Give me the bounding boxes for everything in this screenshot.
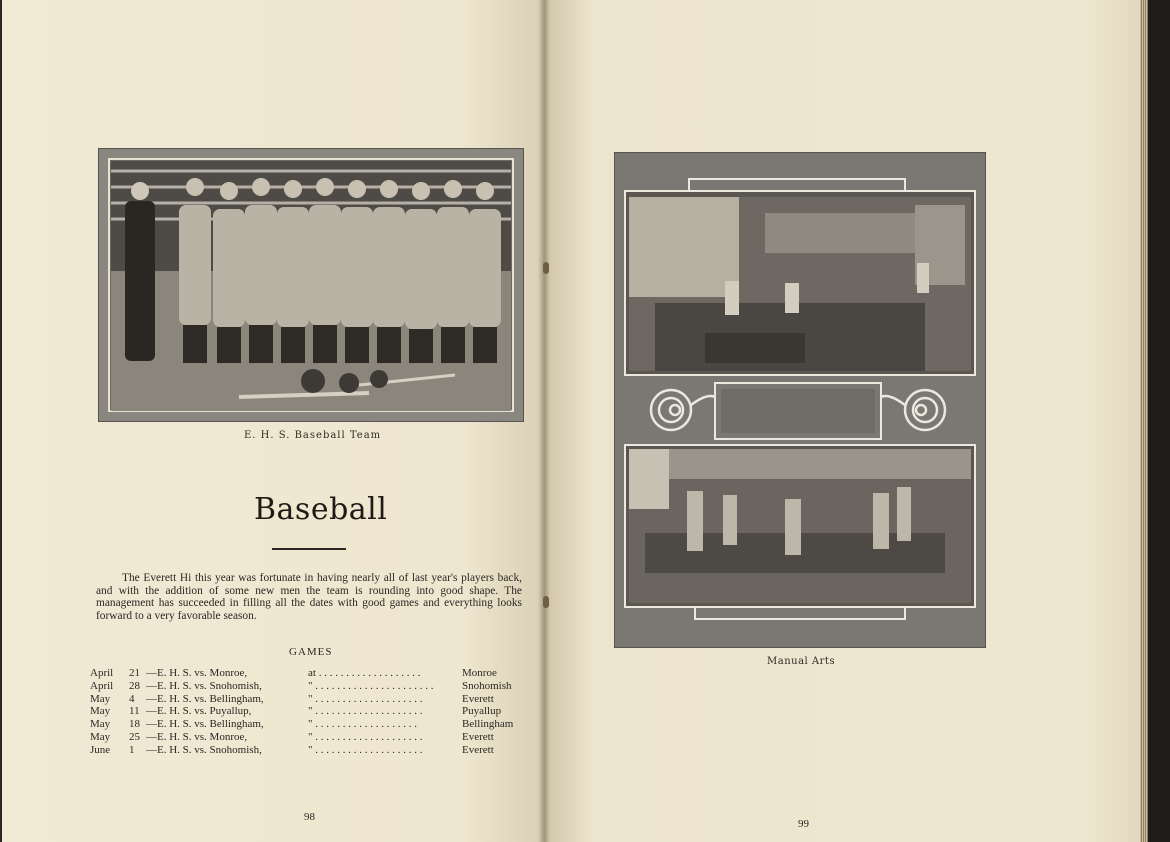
intro-paragraph-text: The Everett Hi this year was fortunate in having nearly all of last year's players back, and with the addition of some new men the team is rounding into good shape. The management has succeeded in filling all the dates with good games and everything looks forward to a very favorable season.: [96, 572, 522, 622]
game-row: [90, 731, 530, 744]
team-photo-caption: E. H. S. Baseball Team: [244, 430, 382, 441]
page-heading: Baseball: [254, 492, 388, 527]
game-leader: " . . . . . . . . . . . . . . . . . . . .: [308, 743, 423, 756]
game-day: 18: [129, 718, 140, 731]
game-location: Snohomish: [462, 679, 512, 692]
game-month: May: [90, 692, 111, 705]
game-location: Everett: [462, 692, 494, 705]
game-month: May: [90, 718, 111, 731]
games-title: GAMES: [289, 646, 333, 658]
game-row: [90, 693, 530, 706]
manual-arts-caption: Manual Arts: [767, 656, 836, 667]
game-leader: " . . . . . . . . . . . . . . . . . . . .: [308, 705, 423, 718]
page-number-left: 98: [304, 811, 315, 823]
team-photo-image: [99, 149, 523, 421]
game-matchup: —E. H. S. vs. Monroe,: [146, 667, 248, 679]
game-matchup: —E. H. S. vs. Snohomish,: [146, 679, 262, 692]
game-location: Monroe: [462, 667, 497, 679]
intro-paragraph: [96, 572, 522, 622]
game-row: [90, 718, 530, 731]
game-leader: " . . . . . . . . . . . . . . . . . . . . . .: [308, 679, 434, 692]
game-location: Bellingham: [462, 718, 514, 731]
manual-arts-plate: [614, 152, 986, 648]
game-row: [90, 680, 530, 693]
game-matchup: —E. H. S. vs. Bellingham,: [146, 718, 264, 731]
baseball-team-photo: [98, 148, 524, 422]
game-matchup: —E. H. S. vs. Snohomish,: [146, 743, 262, 756]
game-leader: " . . . . . . . . . . . . . . . . . . . .: [308, 692, 423, 705]
heading-divider: [272, 548, 346, 550]
game-day: 25: [129, 730, 140, 743]
game-matchup: —E. H. S. vs. Monroe,: [146, 730, 248, 743]
game-row: [90, 667, 530, 680]
page-edge: [1140, 0, 1170, 842]
game-month: April: [90, 679, 114, 692]
games-schedule: [90, 667, 530, 757]
game-location: Everett: [462, 730, 494, 743]
book-gutter: [538, 0, 550, 842]
game-location: Puyallup: [462, 705, 502, 718]
game-day: 1: [129, 743, 135, 756]
binding-staple: [543, 262, 549, 274]
game-day: 4: [129, 692, 135, 705]
game-day: 11: [129, 705, 140, 718]
game-month: June: [90, 743, 111, 756]
binding-staple: [543, 596, 549, 608]
game-leader: at . . . . . . . . . . . . . . . . . . .: [308, 667, 421, 679]
game-row: [90, 744, 530, 757]
game-day: 21: [129, 667, 140, 679]
game-day: 28: [129, 679, 140, 692]
game-location: Everett: [462, 743, 494, 756]
game-month: May: [90, 705, 111, 718]
game-matchup: —E. H. S. vs. Bellingham,: [146, 692, 264, 705]
game-leader: " . . . . . . . . . . . . . . . . . . . .: [308, 730, 423, 743]
game-leader: " . . . . . . . . . . . . . . . . . . .: [308, 718, 417, 731]
game-row: [90, 705, 530, 718]
manual-arts-plate-art: [615, 153, 985, 647]
game-month: April: [90, 667, 114, 679]
game-matchup: —E. H. S. vs. Puyallup,: [146, 705, 252, 718]
game-month: May: [90, 730, 111, 743]
page-number-right: 99: [798, 818, 809, 830]
